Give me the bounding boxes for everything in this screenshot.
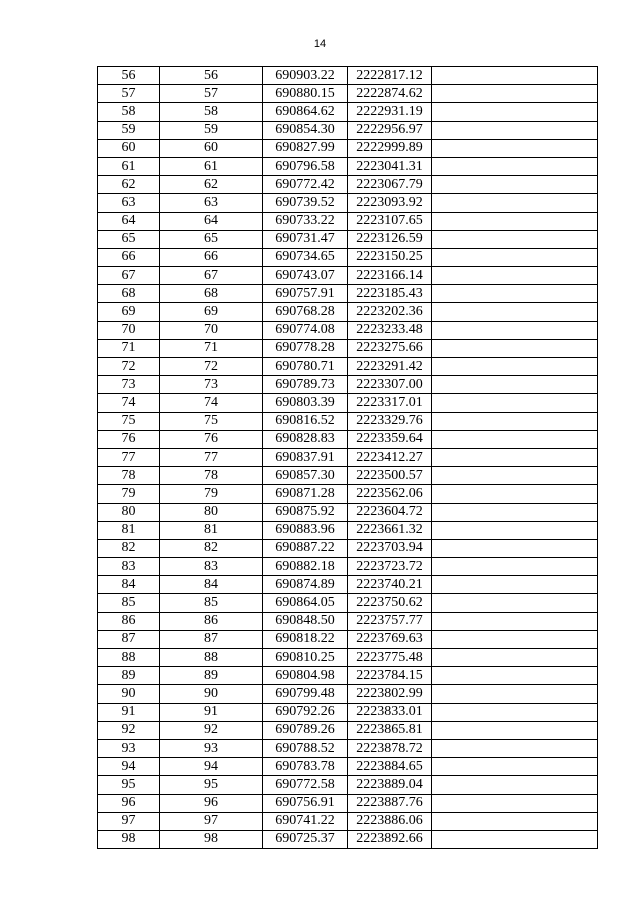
table-row xyxy=(98,667,598,685)
x-coordinate-cell: 690903.22 xyxy=(263,67,348,85)
point-id-cell: 68 xyxy=(160,285,263,303)
point-id-cell: 76 xyxy=(160,430,263,448)
table-row xyxy=(98,576,598,594)
point-id-cell: 87 xyxy=(160,630,263,648)
y-coordinate-cell: 2223202.36 xyxy=(348,303,432,321)
y-coordinate-cell: 2223878.72 xyxy=(348,739,432,757)
row-number-cell: 78 xyxy=(98,467,160,485)
y-coordinate-cell: 2223886.06 xyxy=(348,812,432,830)
table-row xyxy=(98,649,598,667)
table-row xyxy=(98,303,598,321)
point-id-cell: 67 xyxy=(160,267,263,285)
row-number-cell: 57 xyxy=(98,85,160,103)
x-coordinate-cell: 690887.22 xyxy=(263,539,348,557)
point-id-cell: 88 xyxy=(160,649,263,667)
blank-cell xyxy=(432,85,598,103)
x-coordinate-cell: 690778.28 xyxy=(263,339,348,357)
point-id-cell: 94 xyxy=(160,758,263,776)
x-coordinate-cell: 690864.62 xyxy=(263,103,348,121)
table-row xyxy=(98,539,598,557)
blank-cell xyxy=(432,830,598,848)
table-row xyxy=(98,394,598,412)
row-number-cell: 85 xyxy=(98,594,160,612)
blank-cell xyxy=(432,539,598,557)
x-coordinate-cell: 690818.22 xyxy=(263,630,348,648)
table-row xyxy=(98,85,598,103)
point-id-cell: 60 xyxy=(160,139,263,157)
table-row xyxy=(98,739,598,757)
x-coordinate-cell: 690874.89 xyxy=(263,576,348,594)
blank-cell xyxy=(432,721,598,739)
row-number-cell: 88 xyxy=(98,649,160,667)
row-number-cell: 79 xyxy=(98,485,160,503)
y-coordinate-cell: 2223500.57 xyxy=(348,467,432,485)
x-coordinate-cell: 690810.25 xyxy=(263,649,348,667)
row-number-cell: 62 xyxy=(98,176,160,194)
blank-cell xyxy=(432,667,598,685)
blank-cell xyxy=(432,376,598,394)
y-coordinate-cell: 2223703.94 xyxy=(348,539,432,557)
row-number-cell: 64 xyxy=(98,212,160,230)
table-row xyxy=(98,594,598,612)
point-id-cell: 59 xyxy=(160,121,263,139)
row-number-cell: 76 xyxy=(98,430,160,448)
blank-cell xyxy=(432,503,598,521)
point-id-cell: 62 xyxy=(160,176,263,194)
row-number-cell: 75 xyxy=(98,412,160,430)
y-coordinate-cell: 2222817.12 xyxy=(348,67,432,85)
blank-cell xyxy=(432,321,598,339)
row-number-cell: 74 xyxy=(98,394,160,412)
blank-cell xyxy=(432,121,598,139)
point-id-cell: 77 xyxy=(160,448,263,466)
y-coordinate-cell: 2223233.48 xyxy=(348,321,432,339)
blank-cell xyxy=(432,267,598,285)
x-coordinate-cell: 690774.08 xyxy=(263,321,348,339)
point-id-cell: 92 xyxy=(160,721,263,739)
blank-cell xyxy=(432,485,598,503)
point-id-cell: 86 xyxy=(160,612,263,630)
point-id-cell: 64 xyxy=(160,212,263,230)
row-number-cell: 60 xyxy=(98,139,160,157)
blank-cell xyxy=(432,230,598,248)
table-row xyxy=(98,485,598,503)
x-coordinate-cell: 690734.65 xyxy=(263,248,348,266)
y-coordinate-cell: 2223185.43 xyxy=(348,285,432,303)
table-row xyxy=(98,794,598,812)
table-row xyxy=(98,376,598,394)
blank-cell xyxy=(432,67,598,85)
table-row xyxy=(98,521,598,539)
x-coordinate-cell: 690741.22 xyxy=(263,812,348,830)
blank-cell xyxy=(432,176,598,194)
point-id-cell: 72 xyxy=(160,358,263,376)
y-coordinate-cell: 2223317.01 xyxy=(348,394,432,412)
point-id-cell: 79 xyxy=(160,485,263,503)
y-coordinate-cell: 2223150.25 xyxy=(348,248,432,266)
blank-cell xyxy=(432,212,598,230)
x-coordinate-cell: 690768.28 xyxy=(263,303,348,321)
x-coordinate-cell: 690780.71 xyxy=(263,358,348,376)
y-coordinate-cell: 2223412.27 xyxy=(348,448,432,466)
y-coordinate-cell: 2223889.04 xyxy=(348,776,432,794)
blank-cell xyxy=(432,430,598,448)
blank-cell xyxy=(432,703,598,721)
x-coordinate-cell: 690880.15 xyxy=(263,85,348,103)
row-number-cell: 86 xyxy=(98,612,160,630)
blank-cell xyxy=(432,358,598,376)
row-number-cell: 83 xyxy=(98,558,160,576)
table-row xyxy=(98,703,598,721)
blank-cell xyxy=(432,194,598,212)
blank-cell xyxy=(432,139,598,157)
blank-cell xyxy=(432,339,598,357)
point-id-cell: 85 xyxy=(160,594,263,612)
y-coordinate-cell: 2223892.66 xyxy=(348,830,432,848)
y-coordinate-cell: 2223067.79 xyxy=(348,176,432,194)
x-coordinate-cell: 690739.52 xyxy=(263,194,348,212)
blank-cell xyxy=(432,521,598,539)
table-row xyxy=(98,121,598,139)
x-coordinate-cell: 690789.26 xyxy=(263,721,348,739)
row-number-cell: 80 xyxy=(98,503,160,521)
page-number: 14 xyxy=(313,38,327,50)
row-number-cell: 59 xyxy=(98,121,160,139)
blank-cell xyxy=(432,448,598,466)
point-id-cell: 61 xyxy=(160,157,263,175)
point-id-cell: 93 xyxy=(160,739,263,757)
x-coordinate-cell: 690733.22 xyxy=(263,212,348,230)
x-coordinate-cell: 690756.91 xyxy=(263,794,348,812)
y-coordinate-cell: 2223887.76 xyxy=(348,794,432,812)
blank-cell xyxy=(432,394,598,412)
blank-cell xyxy=(432,467,598,485)
y-coordinate-cell: 2223329.76 xyxy=(348,412,432,430)
row-number-cell: 81 xyxy=(98,521,160,539)
table-row xyxy=(98,248,598,266)
table-row xyxy=(98,412,598,430)
point-id-cell: 74 xyxy=(160,394,263,412)
blank-cell xyxy=(432,758,598,776)
row-number-cell: 89 xyxy=(98,667,160,685)
y-coordinate-cell: 2223126.59 xyxy=(348,230,432,248)
row-number-cell: 92 xyxy=(98,721,160,739)
y-coordinate-cell: 2223093.92 xyxy=(348,194,432,212)
point-id-cell: 89 xyxy=(160,667,263,685)
point-id-cell: 91 xyxy=(160,703,263,721)
table-row xyxy=(98,503,598,521)
row-number-cell: 95 xyxy=(98,776,160,794)
table-row xyxy=(98,430,598,448)
y-coordinate-cell: 2223562.06 xyxy=(348,485,432,503)
x-coordinate-cell: 690799.48 xyxy=(263,685,348,703)
blank-cell xyxy=(432,794,598,812)
y-coordinate-cell: 2223784.15 xyxy=(348,667,432,685)
y-coordinate-cell: 2223723.72 xyxy=(348,558,432,576)
x-coordinate-cell: 690803.39 xyxy=(263,394,348,412)
blank-cell xyxy=(432,157,598,175)
y-coordinate-cell: 2222999.89 xyxy=(348,139,432,157)
x-coordinate-cell: 690857.30 xyxy=(263,467,348,485)
point-id-cell: 66 xyxy=(160,248,263,266)
blank-cell xyxy=(432,776,598,794)
table-row xyxy=(98,558,598,576)
table-row xyxy=(98,212,598,230)
row-number-cell: 82 xyxy=(98,539,160,557)
blank-cell xyxy=(432,285,598,303)
blank-cell xyxy=(432,630,598,648)
point-id-cell: 96 xyxy=(160,794,263,812)
y-coordinate-cell: 2223107.65 xyxy=(348,212,432,230)
x-coordinate-cell: 690792.26 xyxy=(263,703,348,721)
y-coordinate-cell: 2223166.14 xyxy=(348,267,432,285)
y-coordinate-cell: 2223802.99 xyxy=(348,685,432,703)
blank-cell xyxy=(432,558,598,576)
table-row xyxy=(98,67,598,85)
x-coordinate-cell: 690796.58 xyxy=(263,157,348,175)
x-coordinate-cell: 690788.52 xyxy=(263,739,348,757)
point-id-cell: 80 xyxy=(160,503,263,521)
table-row xyxy=(98,339,598,357)
y-coordinate-cell: 2223833.01 xyxy=(348,703,432,721)
row-number-cell: 56 xyxy=(98,67,160,85)
x-coordinate-cell: 690854.30 xyxy=(263,121,348,139)
table-row xyxy=(98,612,598,630)
row-number-cell: 91 xyxy=(98,703,160,721)
point-id-cell: 71 xyxy=(160,339,263,357)
table-row xyxy=(98,321,598,339)
y-coordinate-cell: 2223275.66 xyxy=(348,339,432,357)
y-coordinate-cell: 2223604.72 xyxy=(348,503,432,521)
blank-cell xyxy=(432,649,598,667)
blank-cell xyxy=(432,612,598,630)
x-coordinate-cell: 690827.99 xyxy=(263,139,348,157)
blank-cell xyxy=(432,412,598,430)
point-id-cell: 90 xyxy=(160,685,263,703)
y-coordinate-cell: 2223041.31 xyxy=(348,157,432,175)
table-row xyxy=(98,685,598,703)
y-coordinate-cell: 2223661.32 xyxy=(348,521,432,539)
point-id-cell: 58 xyxy=(160,103,263,121)
x-coordinate-cell: 690804.98 xyxy=(263,667,348,685)
y-coordinate-cell: 2223307.00 xyxy=(348,376,432,394)
table-row xyxy=(98,467,598,485)
table-row xyxy=(98,830,598,848)
x-coordinate-cell: 690837.91 xyxy=(263,448,348,466)
point-id-cell: 82 xyxy=(160,539,263,557)
point-id-cell: 75 xyxy=(160,412,263,430)
table-row xyxy=(98,230,598,248)
point-id-cell: 78 xyxy=(160,467,263,485)
row-number-cell: 94 xyxy=(98,758,160,776)
point-id-cell: 73 xyxy=(160,376,263,394)
x-coordinate-cell: 690848.50 xyxy=(263,612,348,630)
point-id-cell: 97 xyxy=(160,812,263,830)
row-number-cell: 84 xyxy=(98,576,160,594)
table-row xyxy=(98,157,598,175)
blank-cell xyxy=(432,303,598,321)
blank-cell xyxy=(432,812,598,830)
row-number-cell: 73 xyxy=(98,376,160,394)
blank-cell xyxy=(432,685,598,703)
x-coordinate-cell: 690757.91 xyxy=(263,285,348,303)
x-coordinate-cell: 690828.83 xyxy=(263,430,348,448)
table-row xyxy=(98,194,598,212)
blank-cell xyxy=(432,739,598,757)
row-number-cell: 67 xyxy=(98,267,160,285)
y-coordinate-cell: 2222874.62 xyxy=(348,85,432,103)
y-coordinate-cell: 2222956.97 xyxy=(348,121,432,139)
x-coordinate-cell: 690772.58 xyxy=(263,776,348,794)
x-coordinate-cell: 690864.05 xyxy=(263,594,348,612)
x-coordinate-cell: 690789.73 xyxy=(263,376,348,394)
point-id-cell: 69 xyxy=(160,303,263,321)
row-number-cell: 77 xyxy=(98,448,160,466)
x-coordinate-cell: 690731.47 xyxy=(263,230,348,248)
row-number-cell: 70 xyxy=(98,321,160,339)
y-coordinate-cell: 2223740.21 xyxy=(348,576,432,594)
point-id-cell: 63 xyxy=(160,194,263,212)
point-id-cell: 57 xyxy=(160,85,263,103)
table-row xyxy=(98,758,598,776)
x-coordinate-cell: 690875.92 xyxy=(263,503,348,521)
row-number-cell: 97 xyxy=(98,812,160,830)
table-row xyxy=(98,139,598,157)
point-id-cell: 84 xyxy=(160,576,263,594)
row-number-cell: 71 xyxy=(98,339,160,357)
point-id-cell: 70 xyxy=(160,321,263,339)
point-id-cell: 65 xyxy=(160,230,263,248)
row-number-cell: 66 xyxy=(98,248,160,266)
x-coordinate-cell: 690883.96 xyxy=(263,521,348,539)
y-coordinate-cell: 2222931.19 xyxy=(348,103,432,121)
y-coordinate-cell: 2223359.64 xyxy=(348,430,432,448)
point-id-cell: 56 xyxy=(160,67,263,85)
row-number-cell: 69 xyxy=(98,303,160,321)
table-row xyxy=(98,176,598,194)
y-coordinate-cell: 2223757.77 xyxy=(348,612,432,630)
point-id-cell: 83 xyxy=(160,558,263,576)
point-id-cell: 98 xyxy=(160,830,263,848)
table-row xyxy=(98,358,598,376)
blank-cell xyxy=(432,103,598,121)
x-coordinate-cell: 690816.52 xyxy=(263,412,348,430)
row-number-cell: 65 xyxy=(98,230,160,248)
table-row xyxy=(98,267,598,285)
table-row xyxy=(98,812,598,830)
row-number-cell: 58 xyxy=(98,103,160,121)
table-row xyxy=(98,448,598,466)
y-coordinate-cell: 2223865.81 xyxy=(348,721,432,739)
y-coordinate-cell: 2223291.42 xyxy=(348,358,432,376)
x-coordinate-cell: 690871.28 xyxy=(263,485,348,503)
x-coordinate-cell: 690882.18 xyxy=(263,558,348,576)
row-number-cell: 72 xyxy=(98,358,160,376)
row-number-cell: 68 xyxy=(98,285,160,303)
x-coordinate-cell: 690772.42 xyxy=(263,176,348,194)
blank-cell xyxy=(432,576,598,594)
y-coordinate-cell: 2223750.62 xyxy=(348,594,432,612)
x-coordinate-cell: 690783.78 xyxy=(263,758,348,776)
row-number-cell: 61 xyxy=(98,157,160,175)
coordinates-table-body xyxy=(98,67,598,849)
blank-cell xyxy=(432,594,598,612)
table-row xyxy=(98,103,598,121)
y-coordinate-cell: 2223775.48 xyxy=(348,649,432,667)
x-coordinate-cell: 690743.07 xyxy=(263,267,348,285)
point-id-cell: 95 xyxy=(160,776,263,794)
coordinates-table xyxy=(97,66,598,849)
row-number-cell: 90 xyxy=(98,685,160,703)
row-number-cell: 98 xyxy=(98,830,160,848)
table-row xyxy=(98,721,598,739)
row-number-cell: 93 xyxy=(98,739,160,757)
row-number-cell: 63 xyxy=(98,194,160,212)
row-number-cell: 96 xyxy=(98,794,160,812)
y-coordinate-cell: 2223769.63 xyxy=(348,630,432,648)
row-number-cell: 87 xyxy=(98,630,160,648)
table-row xyxy=(98,630,598,648)
table-row xyxy=(98,285,598,303)
table-row xyxy=(98,776,598,794)
x-coordinate-cell: 690725.37 xyxy=(263,830,348,848)
y-coordinate-cell: 2223884.65 xyxy=(348,758,432,776)
blank-cell xyxy=(432,248,598,266)
point-id-cell: 81 xyxy=(160,521,263,539)
